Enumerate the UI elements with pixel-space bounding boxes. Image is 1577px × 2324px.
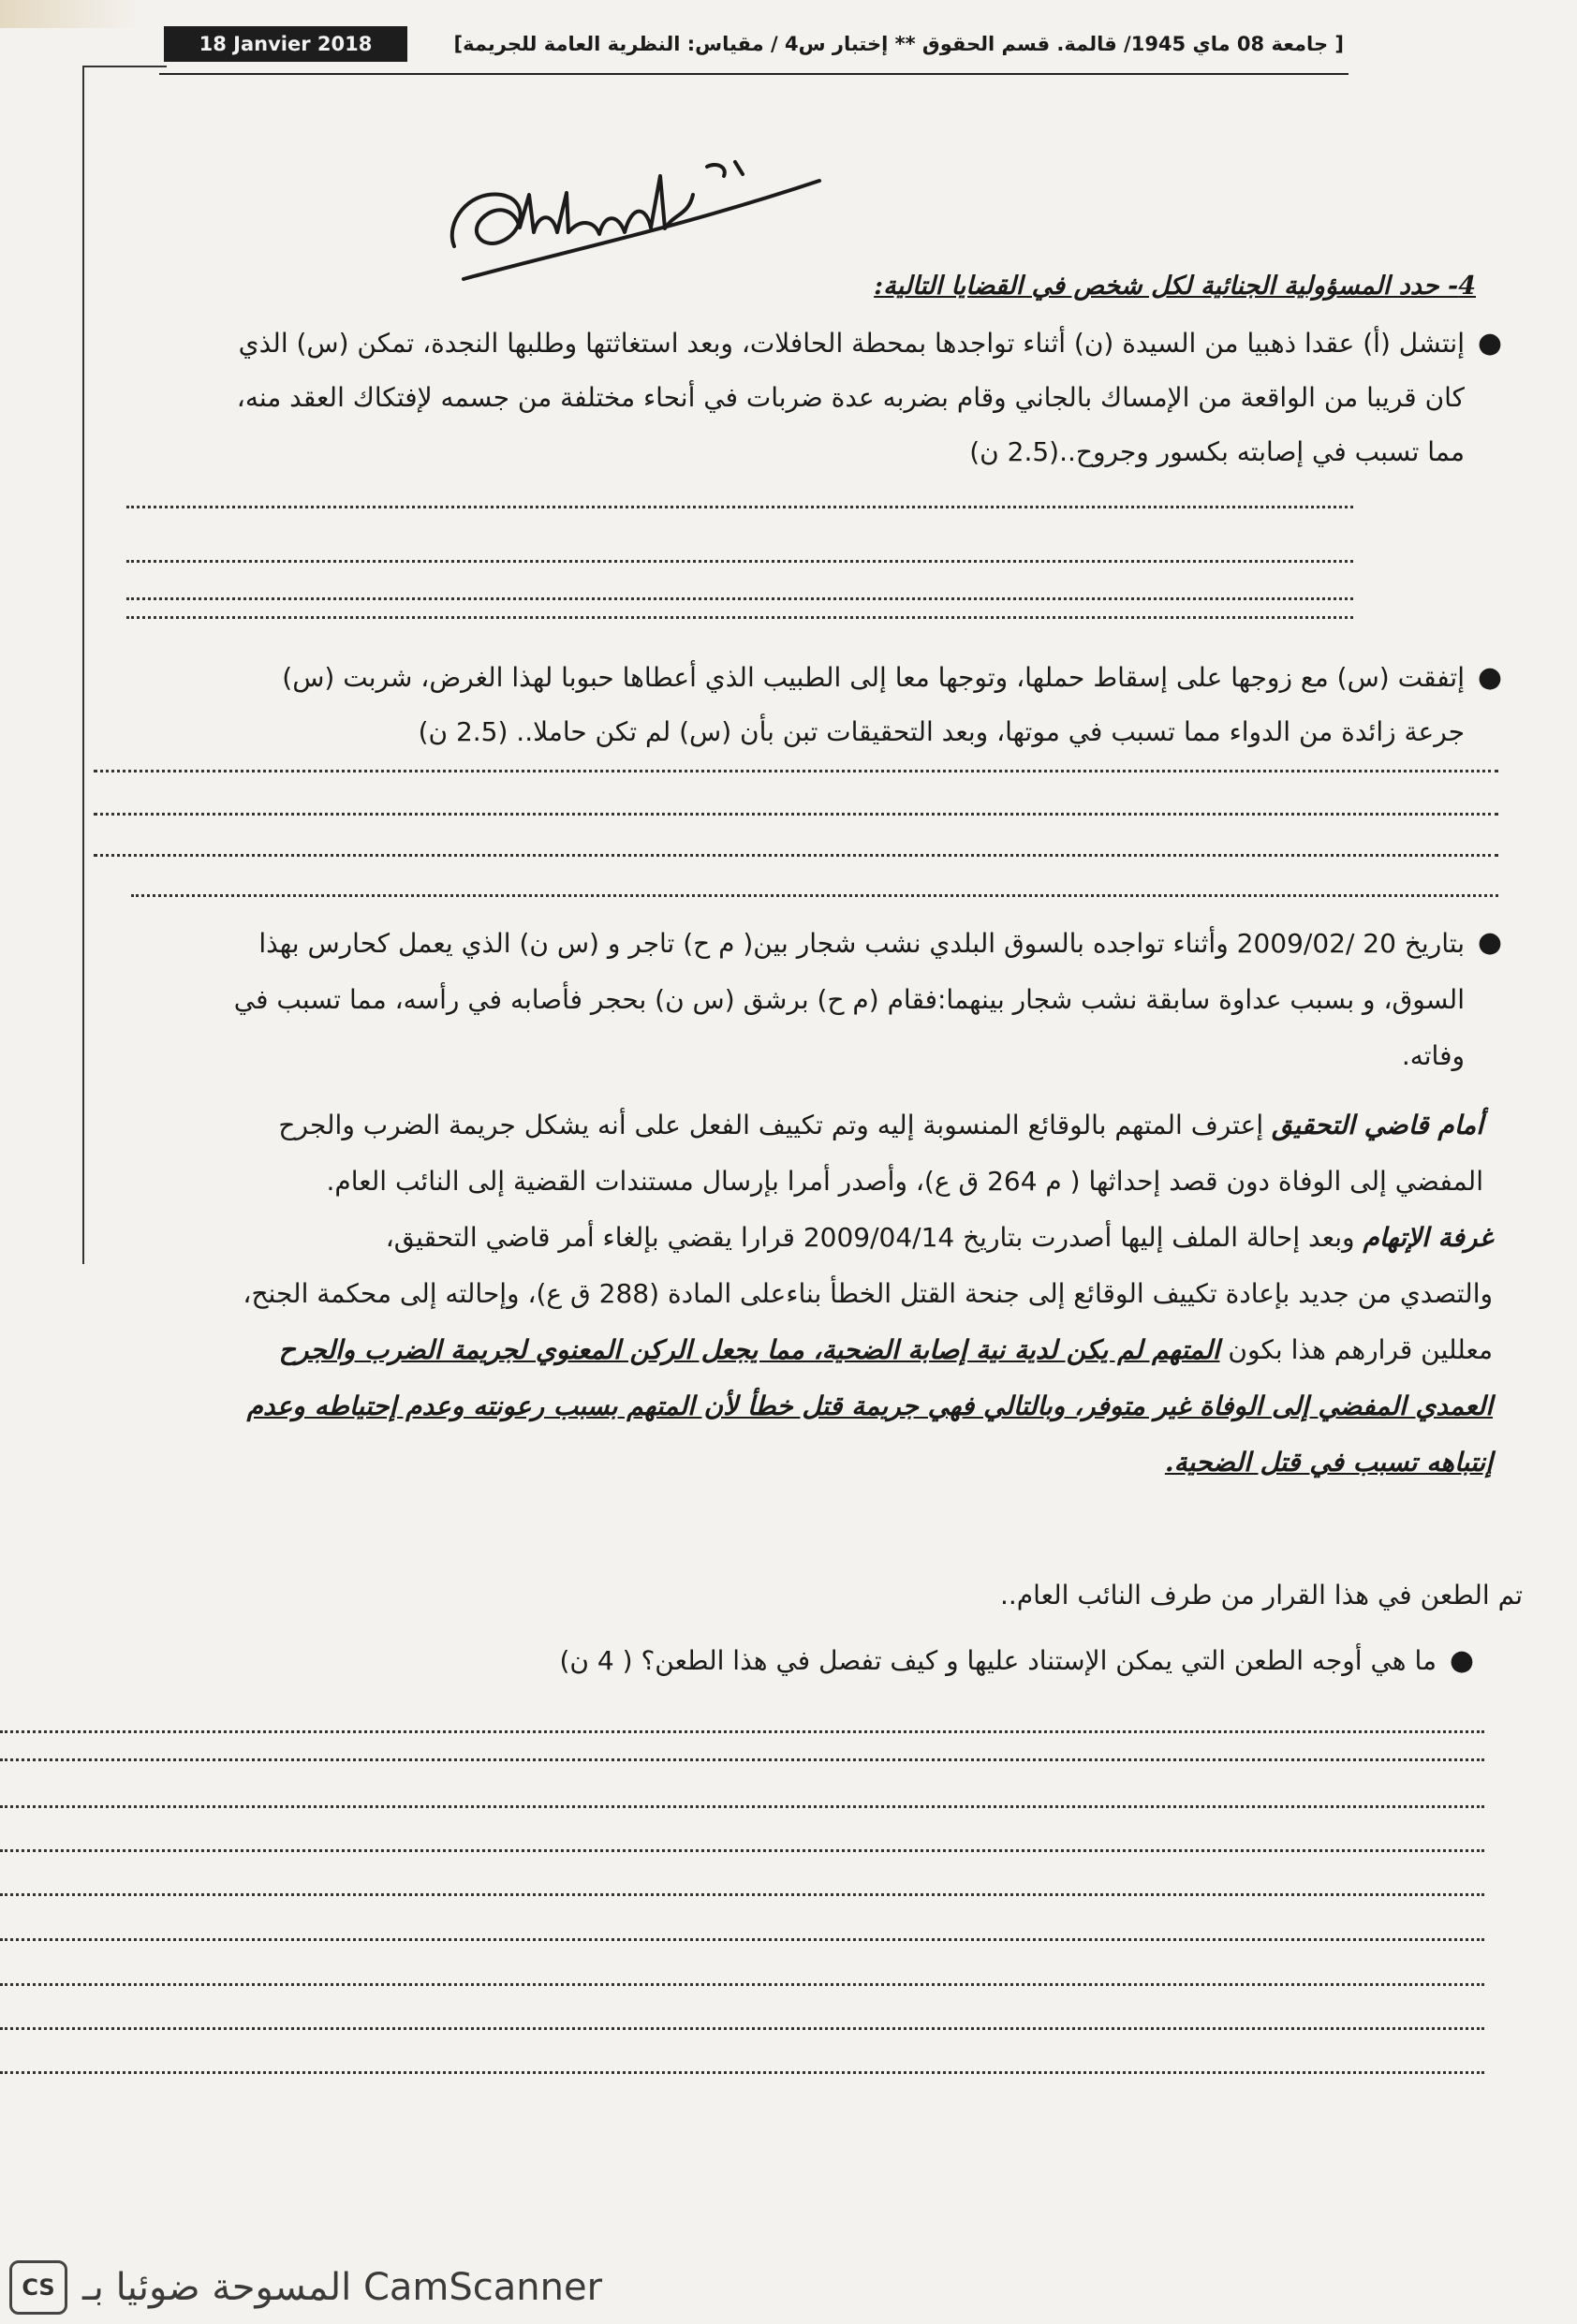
answer-line[interactable]: [0, 1758, 1484, 1761]
final-question-text: ما هي أوجه الطعن التي يمكن الإستناد عليها و كيف تفصل في هذا الطعن؟ ( 4 ن): [559, 1645, 1437, 1676]
case-3-line-1: بتاريخ 20 /2009/02 وأثناء تواجده بالسوق البلدي نشب شجار بين( م ح) تاجر و (س ن) الذي يعمل كحارس بهذا: [258, 928, 1465, 959]
case-3-line-3: وفاته.: [1401, 1040, 1465, 1071]
answer-line[interactable]: [94, 770, 1498, 772]
answer-line[interactable]: [0, 1805, 1484, 1808]
case-2-line-2: جرعة زائدة من الدواء مما تسبب في موتها، وبعد التحقيقات تبن بأن (س) لم تكن حاملا.. (2.5 ن): [418, 716, 1465, 747]
paragraph-investigation-judge: [79, 1097, 1483, 1210]
exam-header: [164, 26, 1344, 64]
answer-line[interactable]: [126, 560, 1353, 563]
para-2-line-4: العمدي المفضي إلى الوفاة غير متوفر، وبالتالي فهي جريمة قتل خطأ لأن المتهم بسبب رعونته وعدم إحتياطه وعدم: [246, 1390, 1493, 1421]
answer-line[interactable]: [0, 1983, 1484, 1986]
case-1-line-2: كان قريبا من الواقعة من الإمساك بالجاني وقام بضربه عدة ضربات في أنحاء مختلفة من جسمه لإفتكاك العقد منه،: [236, 382, 1465, 413]
para-1-line-2: المفضي إلى الوفاة دون قصد إحداثها ( م 264 ق ع)، وأصدر أمرا بإرسال مستندات القضية إلى النائب العام.: [326, 1166, 1483, 1197]
case-3-line-2: السوق، و بسبب عداوة سابقة نشب شجار بينهما:فقام (م ح) برشق (س ن) بحجر فأصابه في رأسه، مما تسبب في: [233, 984, 1465, 1015]
para-1-text: إعترف المتهم بالوقائع المنسوبة إليه وتم تكييف الفعل على أنه يشكل جريمة الضرب والجرح: [278, 1110, 1273, 1140]
camscanner-watermark: [9, 2257, 740, 2313]
paragraph-indictment-chamber: [51, 1210, 1493, 1491]
answer-line[interactable]: [0, 1893, 1484, 1896]
frame-border-left: [82, 66, 84, 1264]
frame-border-top: [82, 66, 167, 67]
answer-line[interactable]: [94, 854, 1498, 857]
answer-line[interactable]: [126, 506, 1353, 508]
appeal-statement: تم الطعن في هذا القرار من طرف النائب العام..: [999, 1580, 1523, 1611]
answer-line[interactable]: [0, 2027, 1484, 2030]
bullet-icon: ●: [1477, 327, 1502, 360]
answer-line[interactable]: [126, 597, 1353, 600]
para-2-text: وبعد إحالة الملف إليها أصدرت بتاريخ 2009/04/14 قرارا يقضي بإلغاء أمر قاضي التحقيق،: [385, 1222, 1363, 1253]
case-2: [116, 651, 1502, 759]
exam-date: 18 Janvier 2018: [164, 26, 407, 62]
case-1: [116, 316, 1502, 479]
header-rule: [159, 73, 1349, 75]
investigation-judge-label: أمام قاضي التحقيق: [1272, 1110, 1483, 1140]
camscanner-logo-icon: CS: [9, 2260, 67, 2315]
answer-line[interactable]: [0, 1849, 1484, 1852]
case-3: [116, 916, 1502, 1084]
para-2-line-1: [51, 1210, 1493, 1266]
exam-title: [ جامعة 08 ماي 1945/ قالمة. قسم الحقوق ** إختبار س4 / مقياس: النظرية العامة للجريمة]: [453, 33, 1344, 55]
case-1-line-1: إنتشل (أ) عقدا ذهبيا من السيدة (ن) أثناء تواجدها بمحطة الحافلات، وبعد استغاثتها وطلبها النجدة، تمكن (س) الذي: [238, 328, 1465, 359]
answer-line[interactable]: [0, 1938, 1484, 1941]
answer-line[interactable]: [0, 2071, 1484, 2074]
answer-line[interactable]: [131, 894, 1498, 897]
para-2-text: معللين قرارهم هذا بكون: [1219, 1334, 1493, 1365]
answer-line[interactable]: [126, 616, 1353, 619]
bullet-icon: ●: [1477, 926, 1502, 959]
case-2-line-1: إتفقت (س) مع زوجها على إسقاط حملها، وتوجها معا إلى الطبيب الذي أعطاها حبوبا لهذا الغرض، شربت (س): [282, 662, 1465, 693]
bullet-icon: ●: [1477, 661, 1502, 694]
final-question: [88, 1634, 1474, 1688]
case-1-line-3: مما تسبب في إصابته بكسور وجروح..(2.5 ن): [969, 436, 1465, 467]
answer-line[interactable]: [0, 1730, 1484, 1733]
bullet-icon: ●: [1449, 1644, 1474, 1677]
reasoning-emphasis: المتهم لم يكن لدية نية إصابة الضحية، مما يجعل الركن المعنوي لجريمة الضرب والجرح: [278, 1334, 1220, 1365]
para-2-line-5: إنتباهه تسبب في قتل الضحية.: [1164, 1447, 1493, 1478]
paper-stain: [0, 0, 140, 28]
para-1-line-1: [79, 1097, 1483, 1154]
question-4-heading: 4- حدد المسؤولية الجنائية لكل شخص في القضايا التالية:: [874, 272, 1476, 301]
answer-line[interactable]: [94, 813, 1498, 816]
para-2-line-3: [51, 1322, 1493, 1378]
para-2-line-2: والتصدي من جديد بإعادة تكييف الوقائع إلى جنحة القتل الخطأ بناءعلى المادة (288 ق ع)، وإحالته إلى محكمة الجنح،: [243, 1278, 1493, 1309]
camscanner-text: المسوحة ضوئيا بـ CamScanner: [82, 2266, 603, 2309]
indictment-chamber-label: غرفة الإتهام: [1363, 1222, 1493, 1253]
